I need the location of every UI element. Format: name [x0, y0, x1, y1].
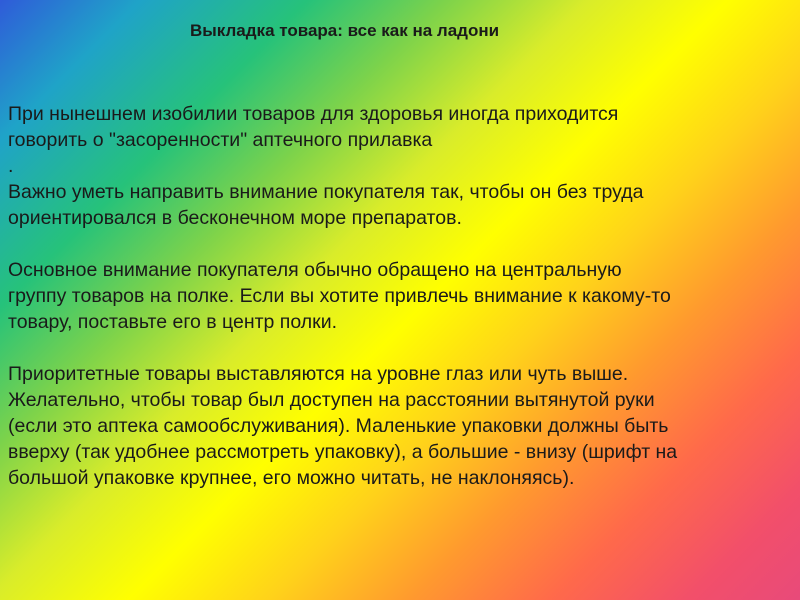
paragraph-assortment: При нынешнем изобилии товаров для здоровья иногда приходится говорить о "засоренности" аптечного прилавка . Важно уметь направить внимание покупателя так, чтобы он без труда ориентировался в бесконечном море препаратов.: [8, 103, 644, 229]
paragraph-spacer: [8, 335, 792, 361]
paragraph-central-shelf: Основное внимание покупателя обычно обращено на центральную группу товаров на полке. Если вы хотите привлечь внимание к какому-то товару, поставьте его в центр полки.: [8, 259, 671, 333]
paragraph-spacer: [8, 231, 792, 257]
slide-body: [8, 101, 792, 491]
paragraph-eye-level: Приоритетные товары выставляются на уровне глаз или чуть выше. Желательно, чтобы товар был доступен на расстоянии вытянутой руки (если это аптека самообслуживания). Маленькие упаковки должны быть вверху (так удобнее рассмотреть упаковку), а большие - внизу (шрифт на большой упаковке крупнее, его можно читать, не наклоняясь).: [8, 363, 678, 489]
slide-title: Выкладка товара: все как на ладони: [190, 21, 500, 40]
